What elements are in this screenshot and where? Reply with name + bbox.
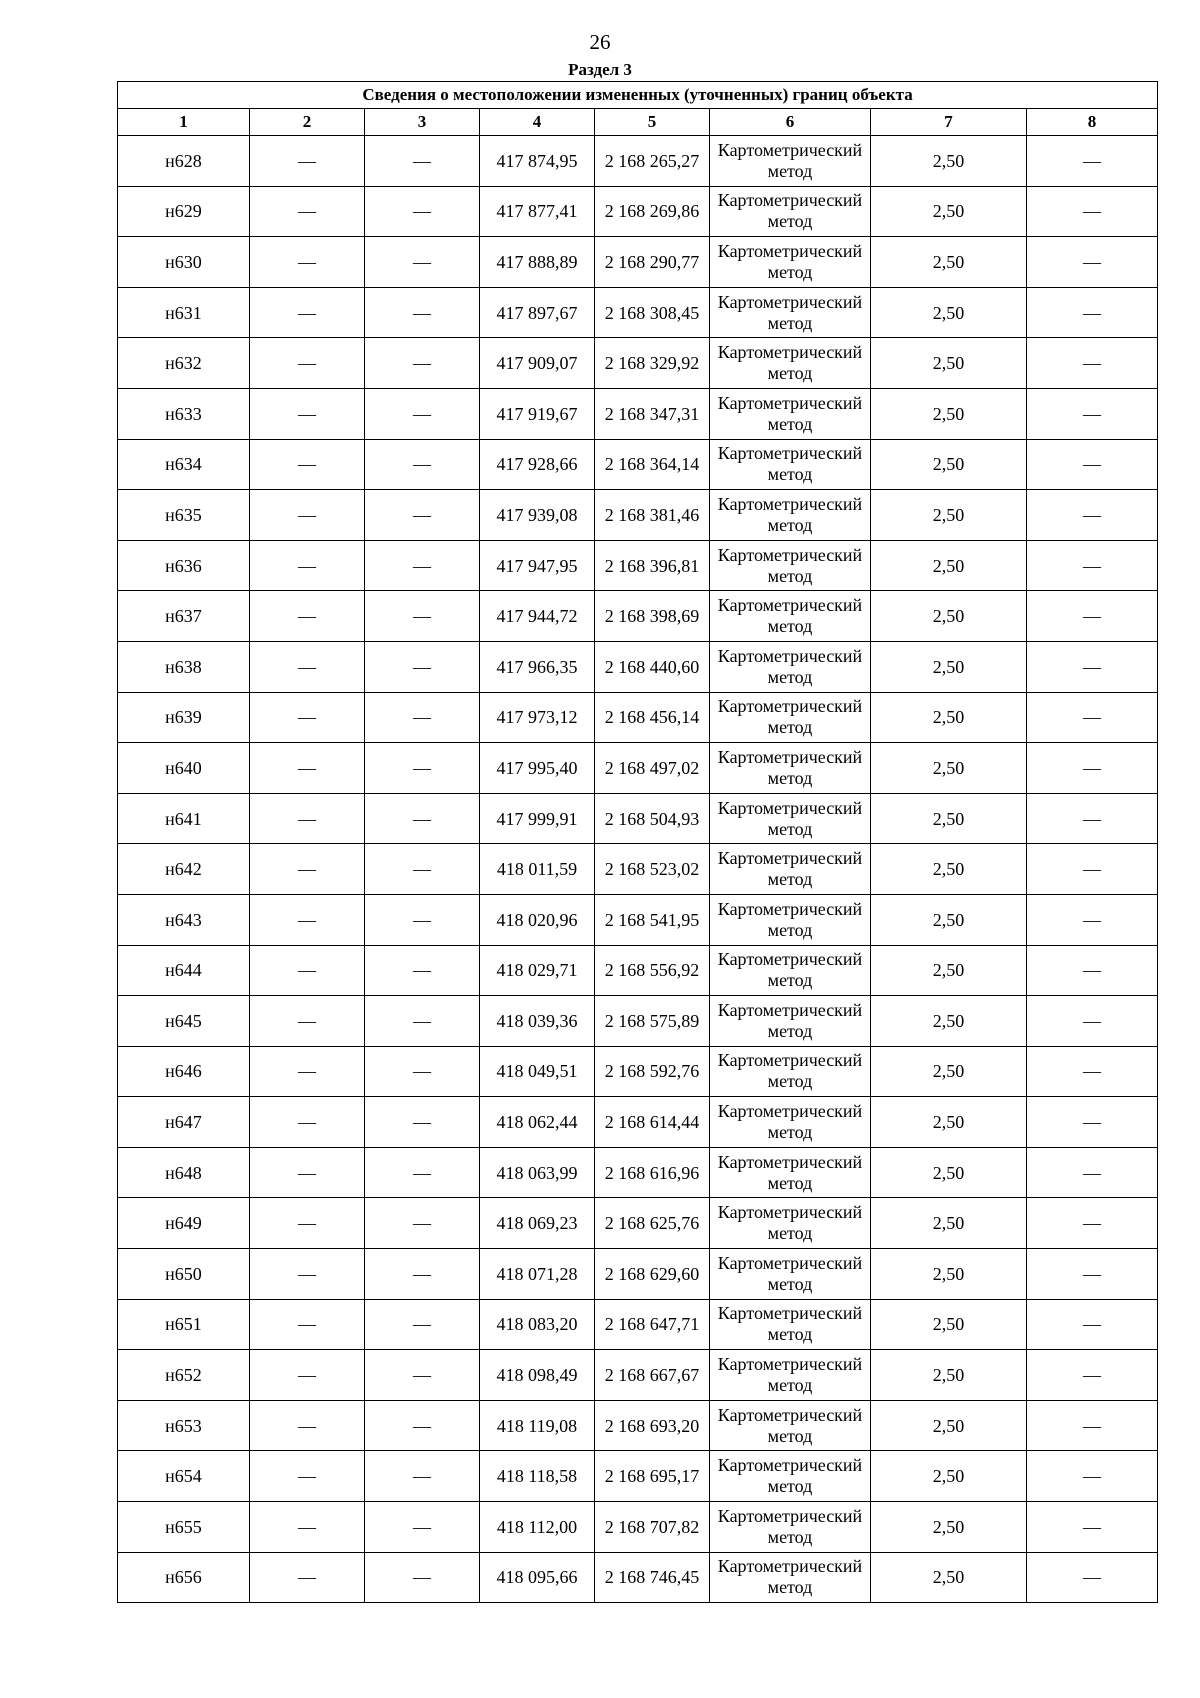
x-coordinate-cell: 417 973,12 [480,692,595,743]
accuracy-cell: 2,50 [871,743,1027,794]
x-coordinate-cell: 417 999,91 [480,793,595,844]
x-coordinate-cell: 417 939,08 [480,490,595,541]
col3-cell: — [365,844,480,895]
point-id-cell: н652 [118,1350,250,1401]
col2-cell: — [250,692,365,743]
accuracy-cell: 2,50 [871,894,1027,945]
col3-cell: — [365,591,480,642]
accuracy-cell: 2,50 [871,1451,1027,1502]
col3-cell: — [365,1451,480,1502]
x-coordinate-cell: 418 049,51 [480,1046,595,1097]
table-row [118,388,1158,439]
point-id-cell: н644 [118,945,250,996]
x-coordinate-cell: 417 877,41 [480,186,595,237]
method-cell: Картометрический метод [710,894,871,945]
accuracy-cell: 2,50 [871,591,1027,642]
table-row [118,1350,1158,1401]
col2-cell: — [250,996,365,1047]
column-header: 1 [118,109,250,136]
col3-cell: — [365,1046,480,1097]
x-coordinate-cell: 417 995,40 [480,743,595,794]
x-coordinate-cell: 417 874,95 [480,136,595,187]
col8-cell: — [1027,287,1158,338]
y-coordinate-cell: 2 168 592,76 [595,1046,710,1097]
col2-cell: — [250,237,365,288]
col3-cell: — [365,1552,480,1603]
col3-cell: — [365,490,480,541]
method-cell: Картометрический метод [710,1451,871,1502]
y-coordinate-cell: 2 168 497,02 [595,743,710,794]
accuracy-cell: 2,50 [871,1097,1027,1148]
x-coordinate-cell: 418 095,66 [480,1552,595,1603]
x-coordinate-cell: 418 119,08 [480,1400,595,1451]
method-cell: Картометрический метод [710,1350,871,1401]
accuracy-cell: 2,50 [871,136,1027,187]
col3-cell: — [365,1502,480,1553]
accuracy-cell: 2,50 [871,338,1027,389]
accuracy-cell: 2,50 [871,692,1027,743]
point-id-cell: н656 [118,1552,250,1603]
x-coordinate-cell: 417 919,67 [480,388,595,439]
col3-cell: — [365,743,480,794]
method-cell: Картометрический метод [710,641,871,692]
col8-cell: — [1027,945,1158,996]
point-id-cell: н639 [118,692,250,743]
point-id-cell: н642 [118,844,250,895]
col8-cell: — [1027,996,1158,1047]
col2-cell: — [250,1249,365,1300]
col8-cell: — [1027,641,1158,692]
accuracy-cell: 2,50 [871,439,1027,490]
y-coordinate-cell: 2 168 647,71 [595,1299,710,1350]
y-coordinate-cell: 2 168 614,44 [595,1097,710,1148]
col3-cell: — [365,641,480,692]
col2-cell: — [250,490,365,541]
accuracy-cell: 2,50 [871,996,1027,1047]
boundary-coordinates-table [117,81,1158,1603]
point-id-cell: н655 [118,1502,250,1553]
point-id-cell: н653 [118,1400,250,1451]
x-coordinate-cell: 418 063,99 [480,1147,595,1198]
method-cell: Картометрический метод [710,793,871,844]
accuracy-cell: 2,50 [871,1400,1027,1451]
y-coordinate-cell: 2 168 265,27 [595,136,710,187]
point-id-cell: н646 [118,1046,250,1097]
accuracy-cell: 2,50 [871,1198,1027,1249]
column-header: 8 [1027,109,1158,136]
col8-cell: — [1027,743,1158,794]
col8-cell: — [1027,1552,1158,1603]
method-cell: Картометрический метод [710,1552,871,1603]
accuracy-cell: 2,50 [871,1299,1027,1350]
y-coordinate-cell: 2 168 347,31 [595,388,710,439]
method-cell: Картометрический метод [710,945,871,996]
point-id-cell: н641 [118,793,250,844]
col3-cell: — [365,1198,480,1249]
accuracy-cell: 2,50 [871,540,1027,591]
col2-cell: — [250,540,365,591]
method-cell: Картометрический метод [710,287,871,338]
col8-cell: — [1027,1502,1158,1553]
method-cell: Картометрический метод [710,490,871,541]
col3-cell: — [365,996,480,1047]
page-number: 26 [589,30,611,54]
accuracy-cell: 2,50 [871,945,1027,996]
table-row [118,1502,1158,1553]
y-coordinate-cell: 2 168 616,96 [595,1147,710,1198]
point-id-cell: н645 [118,996,250,1047]
table-row [118,540,1158,591]
col2-cell: — [250,844,365,895]
col8-cell: — [1027,540,1158,591]
col2-cell: — [250,1552,365,1603]
col3-cell: — [365,237,480,288]
col2-cell: — [250,894,365,945]
table-row [118,996,1158,1047]
y-coordinate-cell: 2 168 396,81 [595,540,710,591]
col8-cell: — [1027,793,1158,844]
col2-cell: — [250,945,365,996]
method-cell: Картометрический метод [710,1299,871,1350]
x-coordinate-cell: 417 966,35 [480,641,595,692]
x-coordinate-cell: 418 112,00 [480,1502,595,1553]
point-id-cell: н632 [118,338,250,389]
accuracy-cell: 2,50 [871,1046,1027,1097]
table-row [118,1097,1158,1148]
column-header: 7 [871,109,1027,136]
y-coordinate-cell: 2 168 746,45 [595,1552,710,1603]
y-coordinate-cell: 2 168 440,60 [595,641,710,692]
accuracy-cell: 2,50 [871,1502,1027,1553]
point-id-cell: н647 [118,1097,250,1148]
col3-cell: — [365,1400,480,1451]
point-id-cell: н643 [118,894,250,945]
y-coordinate-cell: 2 168 541,95 [595,894,710,945]
y-coordinate-cell: 2 168 456,14 [595,692,710,743]
x-coordinate-cell: 418 029,71 [480,945,595,996]
column-header-row [118,109,1158,136]
point-id-cell: н637 [118,591,250,642]
method-cell: Картометрический метод [710,996,871,1047]
col8-cell: — [1027,136,1158,187]
table-row [118,287,1158,338]
point-id-cell: н636 [118,540,250,591]
col8-cell: — [1027,1249,1158,1300]
method-cell: Картометрический метод [710,743,871,794]
method-cell: Картометрический метод [710,1097,871,1148]
col3-cell: — [365,388,480,439]
col2-cell: — [250,287,365,338]
table-row [118,641,1158,692]
col3-cell: — [365,287,480,338]
col8-cell: — [1027,894,1158,945]
point-id-cell: н629 [118,186,250,237]
method-cell: Картометрический метод [710,1249,871,1300]
method-cell: Картометрический метод [710,136,871,187]
col3-cell: — [365,1147,480,1198]
col2-cell: — [250,1097,365,1148]
column-header: 4 [480,109,595,136]
col3-cell: — [365,894,480,945]
point-id-cell: н633 [118,388,250,439]
table-row [118,1198,1158,1249]
method-cell: Картометрический метод [710,591,871,642]
method-cell: Картометрический метод [710,237,871,288]
y-coordinate-cell: 2 168 707,82 [595,1502,710,1553]
col8-cell: — [1027,1400,1158,1451]
x-coordinate-cell: 417 944,72 [480,591,595,642]
table-row [118,1147,1158,1198]
table-row [118,844,1158,895]
table-title-row [118,82,1158,109]
col8-cell: — [1027,388,1158,439]
table-row [118,237,1158,288]
point-id-cell: н638 [118,641,250,692]
column-header: 5 [595,109,710,136]
col3-cell: — [365,692,480,743]
col3-cell: — [365,1350,480,1401]
method-cell: Картометрический метод [710,1400,871,1451]
col3-cell: — [365,1097,480,1148]
col8-cell: — [1027,692,1158,743]
accuracy-cell: 2,50 [871,1552,1027,1603]
col3-cell: — [365,1299,480,1350]
y-coordinate-cell: 2 168 693,20 [595,1400,710,1451]
accuracy-cell: 2,50 [871,186,1027,237]
accuracy-cell: 2,50 [871,388,1027,439]
col2-cell: — [250,1299,365,1350]
table-row [118,1249,1158,1300]
y-coordinate-cell: 2 168 695,17 [595,1451,710,1502]
column-header: 3 [365,109,480,136]
col2-cell: — [250,338,365,389]
col2-cell: — [250,1502,365,1553]
x-coordinate-cell: 418 062,44 [480,1097,595,1148]
section-title: Раздел 3 [568,60,632,79]
x-coordinate-cell: 417 888,89 [480,237,595,288]
table-row [118,591,1158,642]
table-row [118,1400,1158,1451]
method-cell: Картометрический метод [710,1198,871,1249]
point-id-cell: н634 [118,439,250,490]
table-row [118,743,1158,794]
method-cell: Картометрический метод [710,388,871,439]
col8-cell: — [1027,1147,1158,1198]
x-coordinate-cell: 418 011,59 [480,844,595,895]
col8-cell: — [1027,186,1158,237]
table-row [118,793,1158,844]
y-coordinate-cell: 2 168 269,86 [595,186,710,237]
x-coordinate-cell: 418 118,58 [480,1451,595,1502]
table-row [118,945,1158,996]
y-coordinate-cell: 2 168 329,92 [595,338,710,389]
method-cell: Картометрический метод [710,1502,871,1553]
x-coordinate-cell: 417 897,67 [480,287,595,338]
point-id-cell: н649 [118,1198,250,1249]
table-row [118,136,1158,187]
accuracy-cell: 2,50 [871,1147,1027,1198]
x-coordinate-cell: 417 909,07 [480,338,595,389]
point-id-cell: н628 [118,136,250,187]
table-row [118,692,1158,743]
point-id-cell: н631 [118,287,250,338]
method-cell: Картометрический метод [710,540,871,591]
col3-cell: — [365,793,480,844]
y-coordinate-cell: 2 168 667,67 [595,1350,710,1401]
y-coordinate-cell: 2 168 398,69 [595,591,710,642]
y-coordinate-cell: 2 168 575,89 [595,996,710,1047]
accuracy-cell: 2,50 [871,641,1027,692]
col3-cell: — [365,186,480,237]
col2-cell: — [250,1198,365,1249]
point-id-cell: н651 [118,1299,250,1350]
accuracy-cell: 2,50 [871,793,1027,844]
col8-cell: — [1027,490,1158,541]
y-coordinate-cell: 2 168 381,46 [595,490,710,541]
col3-cell: — [365,1249,480,1300]
y-coordinate-cell: 2 168 308,45 [595,287,710,338]
col2-cell: — [250,1046,365,1097]
col8-cell: — [1027,844,1158,895]
col8-cell: — [1027,439,1158,490]
col2-cell: — [250,591,365,642]
table-row [118,439,1158,490]
column-header: 2 [250,109,365,136]
method-cell: Картометрический метод [710,692,871,743]
accuracy-cell: 2,50 [871,1249,1027,1300]
table-row [118,186,1158,237]
x-coordinate-cell: 418 071,28 [480,1249,595,1300]
col8-cell: — [1027,1299,1158,1350]
col8-cell: — [1027,1451,1158,1502]
table-row [118,1046,1158,1097]
y-coordinate-cell: 2 168 556,92 [595,945,710,996]
col2-cell: — [250,743,365,794]
col8-cell: — [1027,338,1158,389]
x-coordinate-cell: 418 083,20 [480,1299,595,1350]
col2-cell: — [250,1451,365,1502]
y-coordinate-cell: 2 168 625,76 [595,1198,710,1249]
method-cell: Картометрический метод [710,844,871,895]
col8-cell: — [1027,1046,1158,1097]
table-row [118,490,1158,541]
col8-cell: — [1027,1097,1158,1148]
col8-cell: — [1027,1198,1158,1249]
point-id-cell: н635 [118,490,250,541]
table-body [118,136,1158,1603]
method-cell: Картометрический метод [710,186,871,237]
y-coordinate-cell: 2 168 523,02 [595,844,710,895]
method-cell: Картометрический метод [710,1147,871,1198]
table-title: Сведения о местоположении измененных (уточненных) границ объекта [118,82,1158,109]
y-coordinate-cell: 2 168 504,93 [595,793,710,844]
point-id-cell: н648 [118,1147,250,1198]
x-coordinate-cell: 418 039,36 [480,996,595,1047]
y-coordinate-cell: 2 168 364,14 [595,439,710,490]
col8-cell: — [1027,237,1158,288]
y-coordinate-cell: 2 168 290,77 [595,237,710,288]
point-id-cell: н630 [118,237,250,288]
x-coordinate-cell: 417 947,95 [480,540,595,591]
accuracy-cell: 2,50 [871,844,1027,895]
col3-cell: — [365,439,480,490]
col2-cell: — [250,186,365,237]
y-coordinate-cell: 2 168 629,60 [595,1249,710,1300]
col8-cell: — [1027,1350,1158,1401]
col3-cell: — [365,338,480,389]
col8-cell: — [1027,591,1158,642]
col2-cell: — [250,641,365,692]
accuracy-cell: 2,50 [871,1350,1027,1401]
col3-cell: — [365,945,480,996]
accuracy-cell: 2,50 [871,237,1027,288]
column-header: 6 [710,109,871,136]
col2-cell: — [250,1350,365,1401]
x-coordinate-cell: 418 020,96 [480,894,595,945]
col3-cell: — [365,540,480,591]
table-row [118,1299,1158,1350]
col3-cell: — [365,136,480,187]
x-coordinate-cell: 418 098,49 [480,1350,595,1401]
table-row [118,894,1158,945]
accuracy-cell: 2,50 [871,490,1027,541]
method-cell: Картометрический метод [710,1046,871,1097]
point-id-cell: н640 [118,743,250,794]
x-coordinate-cell: 418 069,23 [480,1198,595,1249]
col2-cell: — [250,136,365,187]
table-row [118,1552,1158,1603]
col2-cell: — [250,1147,365,1198]
x-coordinate-cell: 417 928,66 [480,439,595,490]
table-row [118,338,1158,389]
col2-cell: — [250,388,365,439]
accuracy-cell: 2,50 [871,287,1027,338]
method-cell: Картометрический метод [710,338,871,389]
col2-cell: — [250,1400,365,1451]
point-id-cell: н654 [118,1451,250,1502]
col2-cell: — [250,793,365,844]
table-row [118,1451,1158,1502]
point-id-cell: н650 [118,1249,250,1300]
col2-cell: — [250,439,365,490]
method-cell: Картометрический метод [710,439,871,490]
